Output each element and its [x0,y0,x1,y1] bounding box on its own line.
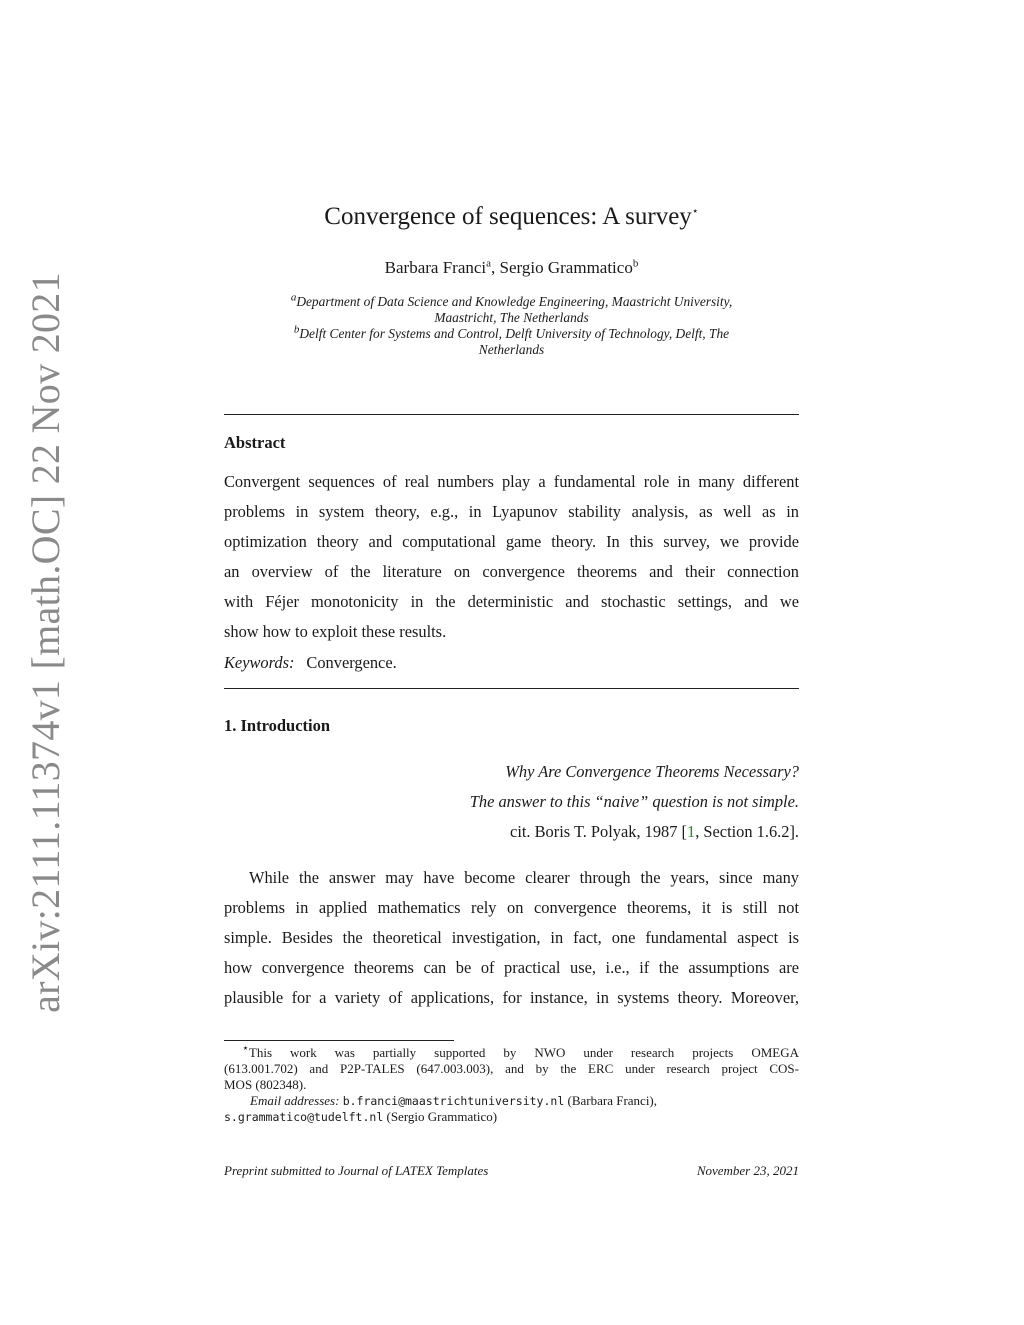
intro-line: how convergence theorems can be of practical use, i.e., if the assumptions are [224,958,799,977]
intro-line: plausible for a variety of applications, for instance, in systems theory. Moreover, [224,988,799,1007]
abstract-line: with Féjer monotonicity in the deterministic and stochastic settings, and we [224,592,799,611]
affiliation [250,291,773,310]
abstract-top-rule [224,414,799,415]
abstract-body [224,467,799,647]
intro-line: problems in applied mathematics rely on convergence theorems, it is still not [224,898,799,917]
affil-mark: b [293,323,300,336]
affil-line: Netherlands [478,342,545,357]
affil-line: Maastricht, The Netherlands [434,310,589,325]
paper-title [224,203,799,231]
abstract-line: Convergent sequences of real numbers play a fundamental role in many different [224,472,799,491]
email-line [224,1093,799,1109]
affiliation [250,323,773,342]
abstract-line: optimization theory and computational game theory. In this survey, we provide [224,532,799,551]
keywords-label: Keywords: [224,653,295,672]
email-link[interactable]: s.grammatico@tudelft.nl [224,1110,384,1124]
footnote-line: MOS (802348). [224,1077,307,1092]
abstract-heading: Abstract [224,433,286,452]
footnote [224,1042,799,1125]
abstract-line: an overview of the literature on convergence theorems and their connection [224,562,799,581]
arxiv-sidebar [22,272,68,1013]
intro-line: simple. Besides the theoretical investigation, in fact, one fundamental aspect is [224,928,799,947]
affil-line: Delft Center for Systems and Control, Delft University of Technology, Delft, The [299,326,730,341]
abstract-bottom-rule [224,688,799,689]
footnote-rule [224,1040,454,1041]
email-label: Email addresses: [250,1093,340,1108]
arxiv-id[interactable]: arXiv:2111.11374v1 [math.OC] 22 Nov 2021 [22,272,68,1013]
footnote-line: (613.001.702) and P2P-TALES (647.003.003), and by the ERC under research project COS- [224,1061,799,1076]
author-name: Sergio Grammatico [499,258,633,277]
citation-prefix: cit. Boris T. Polyak, 1987 [ [510,822,687,841]
preprint-date: November 23, 2021 [696,1163,799,1178]
email-link[interactable]: b.franci@maastrichtuniversity.nl [342,1094,565,1108]
keywords [224,653,397,673]
citation-link[interactable]: 1 [687,822,696,841]
intro-line: While the answer may have become clearer through the years, since many [249,868,799,887]
intro-paragraph [224,863,799,1013]
email-owner: (Barbara Franci), [567,1093,658,1108]
keywords-value: Convergence. [306,653,397,672]
epigraph-citation [224,817,799,847]
affil-mark: a [290,291,297,304]
author-affil-mark: a [486,257,492,270]
email-line [224,1109,799,1125]
epigraph-line: The answer to this “naive” question is not simple. [469,792,799,811]
epigraph [224,757,799,847]
footnote-text: This work was partially supported by NWO under research projects OMEGA [248,1045,799,1060]
preprint-note: Preprint submitted to Journal of LATEX Templates [224,1163,489,1178]
affil-line: Department of Data Science and Knowledge Engineering, Maastricht University, [296,294,733,309]
affiliations [250,291,773,358]
citation-suffix: , Section 1.6.2]. [695,822,799,841]
footnote-line [224,1042,799,1061]
author-list: Barbara Franci$^a$, Sergio Grammatico$^b$ [384,257,639,277]
author-name: Barbara Franci [384,258,487,277]
footnote-mark: ⋆ [242,1042,249,1055]
epigraph-line: Why Are Convergence Theorems Necessary? [505,762,799,781]
abstract-line: show how to exploit these results. [224,622,447,641]
title-footnote-mark[interactable]: ⋆ [691,205,699,218]
author-affil-mark: b [632,257,639,270]
section-heading: 1. Introduction [224,716,331,735]
email-owner: (Sergio Grammatico) [386,1109,498,1124]
title-text: Convergence of sequences: A survey [324,203,692,230]
abstract-line: problems in system theory, e.g., in Lyapunov stability analysis, as well as in [224,502,799,521]
